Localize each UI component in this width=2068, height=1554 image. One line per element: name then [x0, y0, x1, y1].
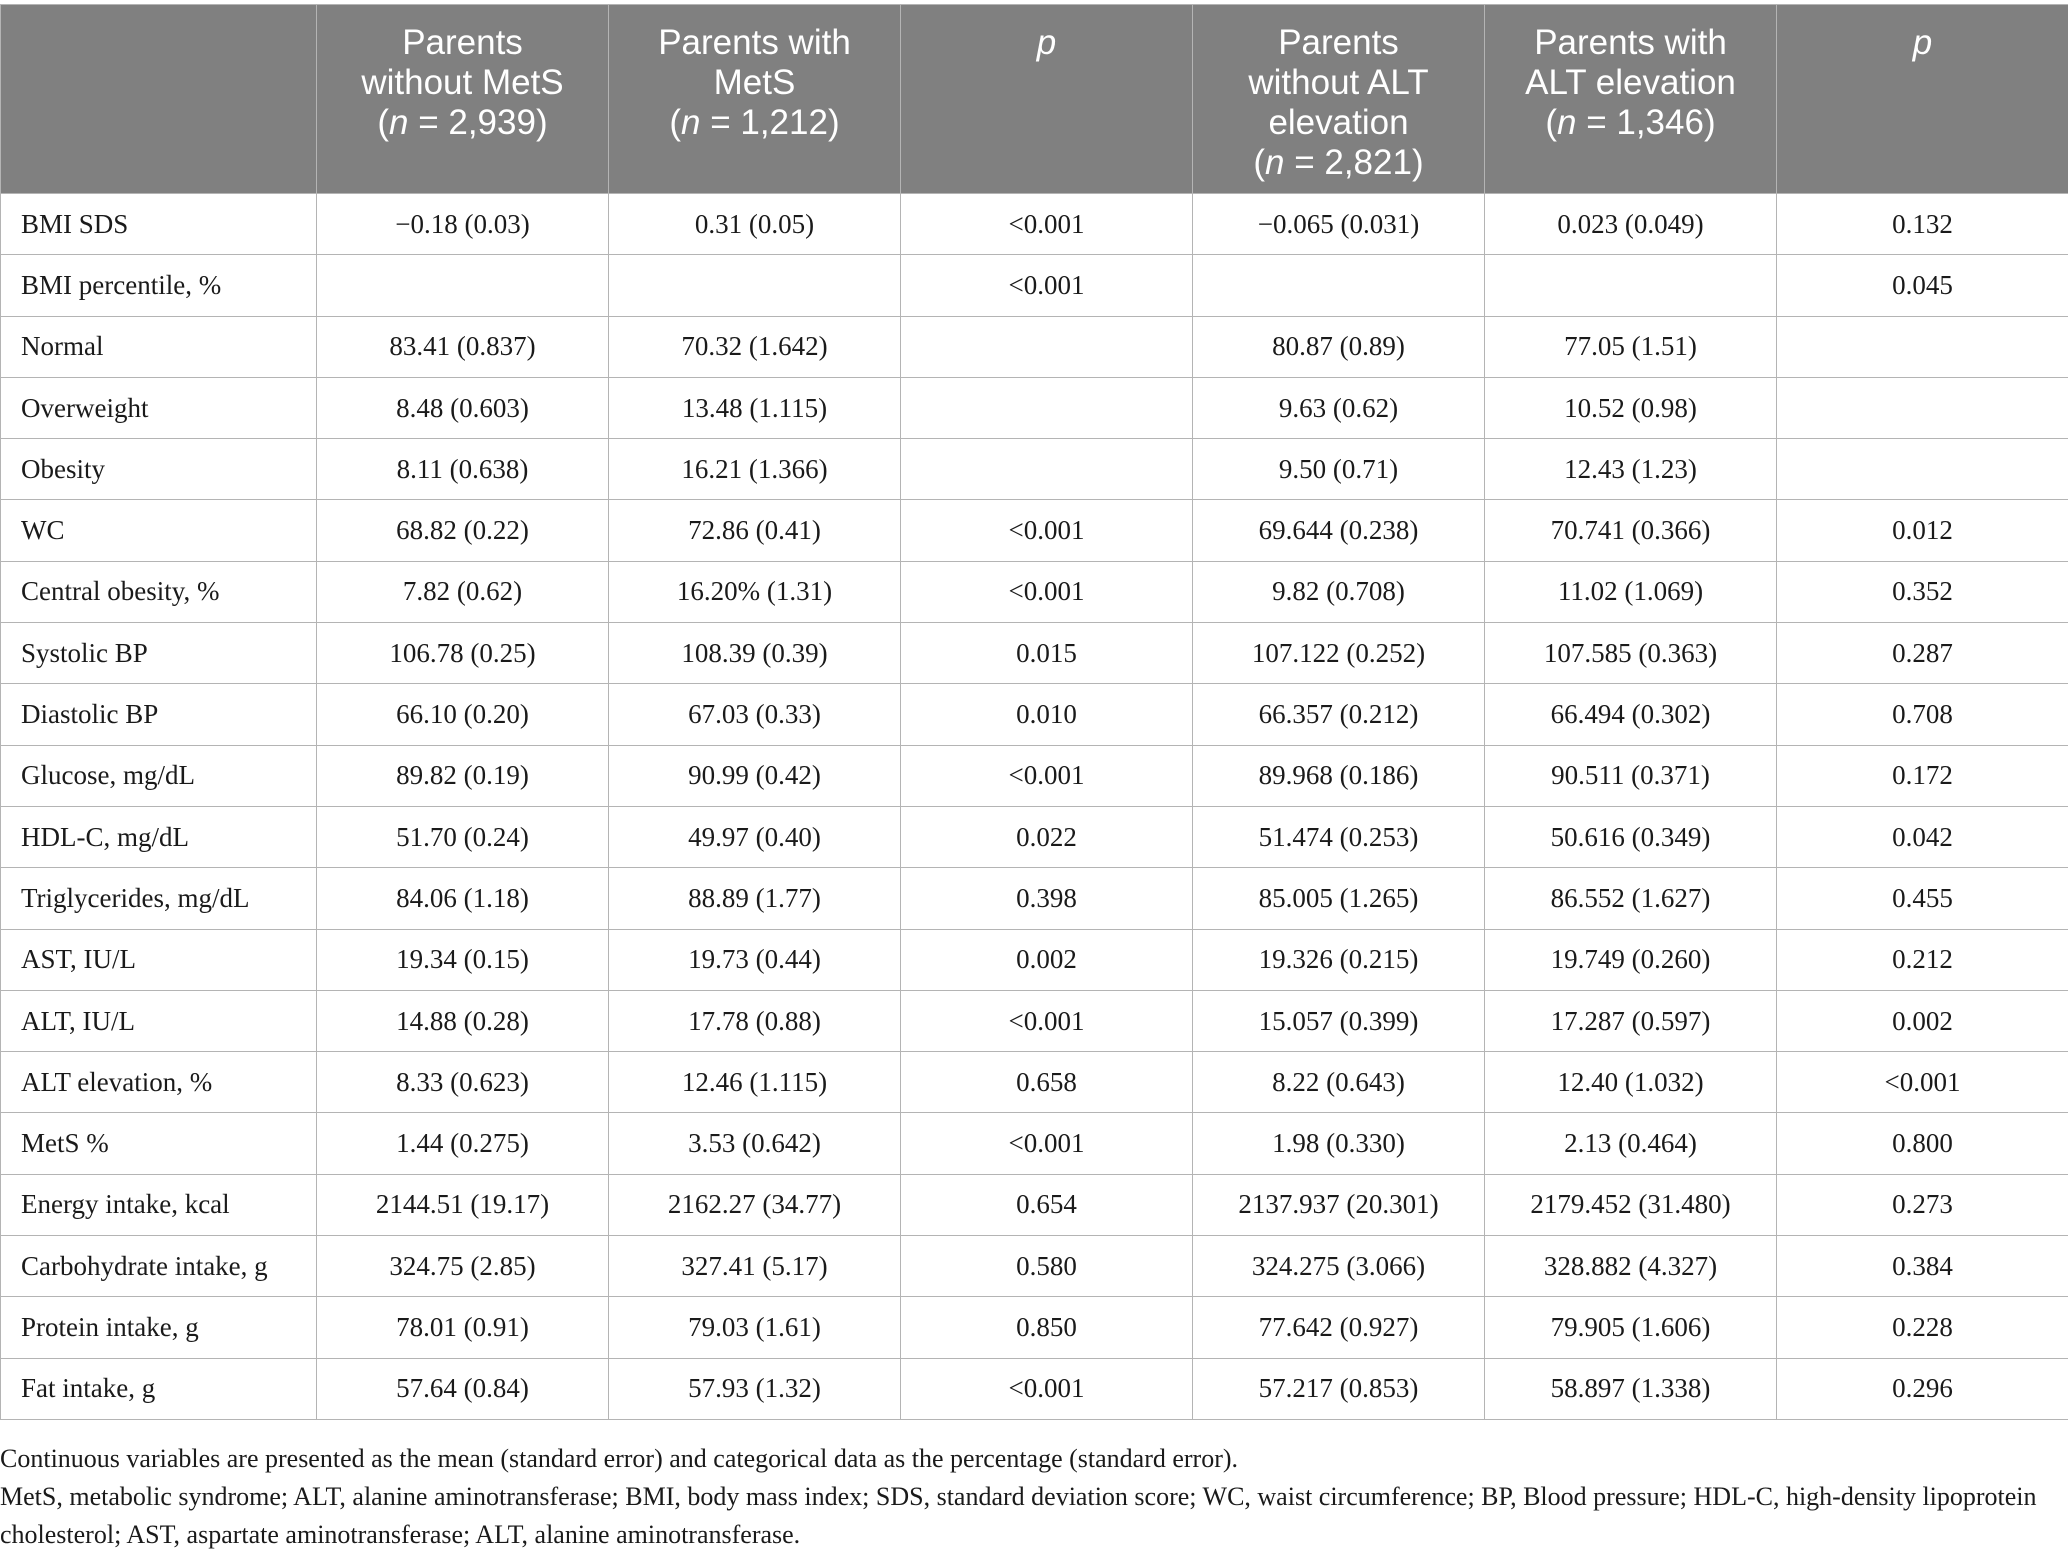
cell-with-mets: 79.03 (1.61) — [609, 1297, 901, 1358]
table-row — [1, 1174, 2068, 1235]
header-line: without MetS — [329, 63, 596, 103]
table-row — [1, 561, 2068, 622]
row-label: Triglycerides, mg/dL — [1, 868, 317, 929]
cell-with-mets: 2162.27 (34.77) — [609, 1174, 901, 1235]
cell-with-alt: 12.40 (1.032) — [1485, 1052, 1777, 1113]
cell-without-mets: 66.10 (0.20) — [317, 684, 609, 745]
table-row — [1, 439, 2068, 500]
cell-without-mets: 84.06 (1.18) — [317, 868, 609, 929]
cell-without-alt: 324.275 (3.066) — [1193, 1236, 1485, 1297]
cell-without-mets: 68.82 (0.22) — [317, 500, 609, 561]
cell-with-alt: 70.741 (0.366) — [1485, 500, 1777, 561]
row-label: Energy intake, kcal — [1, 1174, 317, 1235]
cell-without-mets: 2144.51 (19.17) — [317, 1174, 609, 1235]
row-label: Systolic BP — [1, 623, 317, 684]
cell-with-mets: 12.46 (1.115) — [609, 1052, 901, 1113]
cell-p-alt: 0.296 — [1777, 1358, 2068, 1419]
cell-without-mets: 324.75 (2.85) — [317, 1236, 609, 1297]
cell-p-mets: <0.001 — [901, 990, 1193, 1051]
header-line: elevation — [1205, 103, 1472, 143]
table-row — [1, 316, 2068, 377]
header-n — [1497, 103, 1764, 143]
table-row — [1, 194, 2068, 255]
n-symbol: n — [1557, 103, 1576, 142]
header-line: ALT elevation — [1497, 63, 1764, 103]
cell-p-mets: 0.850 — [901, 1297, 1193, 1358]
row-label: Diastolic BP — [1, 684, 317, 745]
table-row — [1, 255, 2068, 316]
table-row — [1, 990, 2068, 1051]
cell-with-mets: 16.21 (1.366) — [609, 439, 901, 500]
header-n — [329, 103, 596, 143]
cell-p-mets: 0.658 — [901, 1052, 1193, 1113]
cell-without-mets: 89.82 (0.19) — [317, 745, 609, 806]
header-line: Parents — [1205, 23, 1472, 63]
cell-without-alt: 9.82 (0.708) — [1193, 561, 1485, 622]
cell-with-mets: 49.97 (0.40) — [609, 806, 901, 867]
cell-with-mets — [609, 255, 901, 316]
cell-without-mets: 7.82 (0.62) — [317, 561, 609, 622]
cell-without-mets: 83.41 (0.837) — [317, 316, 609, 377]
row-label: Normal — [1, 316, 317, 377]
cell-with-mets: 70.32 (1.642) — [609, 316, 901, 377]
cell-p-alt: 0.384 — [1777, 1236, 2068, 1297]
n-value: = 2,821) — [1284, 143, 1423, 182]
cell-with-alt: 50.616 (0.349) — [1485, 806, 1777, 867]
header-parents-without-alt-elevation — [1193, 5, 1485, 194]
row-label: AST, IU/L — [1, 929, 317, 990]
cell-p-mets: <0.001 — [901, 194, 1193, 255]
cell-p-alt — [1777, 316, 2068, 377]
cell-p-mets: <0.001 — [901, 745, 1193, 806]
row-label: Carbohydrate intake, g — [1, 1236, 317, 1297]
cell-without-alt: 69.644 (0.238) — [1193, 500, 1485, 561]
cell-without-mets: 57.64 (0.84) — [317, 1358, 609, 1419]
cell-with-mets: 16.20% (1.31) — [609, 561, 901, 622]
cell-without-alt: 8.22 (0.643) — [1193, 1052, 1485, 1113]
cell-p-mets: 0.398 — [901, 868, 1193, 929]
cell-with-mets: 0.31 (0.05) — [609, 194, 901, 255]
cell-p-alt: 0.042 — [1777, 806, 2068, 867]
table-body — [1, 194, 2068, 1420]
cell-without-mets: 14.88 (0.28) — [317, 990, 609, 1051]
table-row — [1, 1358, 2068, 1419]
cell-p-mets: 0.015 — [901, 623, 1193, 684]
open-paren: ( — [669, 103, 681, 142]
cell-p-mets: 0.654 — [901, 1174, 1193, 1235]
n-symbol: n — [681, 103, 700, 142]
cell-with-mets: 67.03 (0.33) — [609, 684, 901, 745]
cell-with-mets: 3.53 (0.642) — [609, 1113, 901, 1174]
row-label: BMI SDS — [1, 194, 317, 255]
row-label: BMI percentile, % — [1, 255, 317, 316]
header-line: Parents — [329, 23, 596, 63]
cell-without-alt: 9.50 (0.71) — [1193, 439, 1485, 500]
header-parents-without-mets — [317, 5, 609, 194]
cell-with-alt: 328.882 (4.327) — [1485, 1236, 1777, 1297]
cell-with-alt: 79.905 (1.606) — [1485, 1297, 1777, 1358]
row-label: Glucose, mg/dL — [1, 745, 317, 806]
table-header — [1, 5, 2068, 194]
p-symbol: p — [1789, 23, 2056, 63]
cell-p-mets: <0.001 — [901, 561, 1193, 622]
cell-p-mets: 0.002 — [901, 929, 1193, 990]
cell-without-alt: 19.326 (0.215) — [1193, 929, 1485, 990]
cell-without-alt: 57.217 (0.853) — [1193, 1358, 1485, 1419]
table-row — [1, 1297, 2068, 1358]
table-row — [1, 1113, 2068, 1174]
row-label: Protein intake, g — [1, 1297, 317, 1358]
cell-with-mets: 19.73 (0.44) — [609, 929, 901, 990]
cell-without-alt: 107.122 (0.252) — [1193, 623, 1485, 684]
cell-with-alt: 66.494 (0.302) — [1485, 684, 1777, 745]
cell-with-mets: 108.39 (0.39) — [609, 623, 901, 684]
header-n — [1205, 143, 1472, 183]
cell-p-alt: 0.352 — [1777, 561, 2068, 622]
n-symbol: n — [389, 103, 408, 142]
cell-with-mets: 90.99 (0.42) — [609, 745, 901, 806]
cell-p-alt: 0.045 — [1777, 255, 2068, 316]
table-row — [1, 500, 2068, 561]
table-row — [1, 377, 2068, 438]
n-value: = 1,346) — [1576, 103, 1715, 142]
cell-with-alt: 107.585 (0.363) — [1485, 623, 1777, 684]
cell-without-alt: 80.87 (0.89) — [1193, 316, 1485, 377]
header-p-value-mets — [901, 5, 1193, 194]
cell-p-alt — [1777, 439, 2068, 500]
cell-without-mets: 78.01 (0.91) — [317, 1297, 609, 1358]
header-line: Parents with — [1497, 23, 1764, 63]
cell-p-mets: <0.001 — [901, 500, 1193, 561]
cell-with-mets: 88.89 (1.77) — [609, 868, 901, 929]
table-row — [1, 868, 2068, 929]
table-row — [1, 929, 2068, 990]
header-parents-with-alt-elevation — [1485, 5, 1777, 194]
table-row — [1, 684, 2068, 745]
cell-p-alt: 0.212 — [1777, 929, 2068, 990]
cell-p-mets: <0.001 — [901, 1113, 1193, 1174]
header-empty-cell — [1, 5, 317, 194]
cell-with-alt: 58.897 (1.338) — [1485, 1358, 1777, 1419]
cell-without-alt — [1193, 255, 1485, 316]
header-line: Parents with — [621, 23, 888, 63]
cell-with-alt: 2179.452 (31.480) — [1485, 1174, 1777, 1235]
cell-p-alt: 0.002 — [1777, 990, 2068, 1051]
row-label: ALT, IU/L — [1, 990, 317, 1051]
n-symbol: n — [1265, 143, 1284, 182]
cell-without-alt: 15.057 (0.399) — [1193, 990, 1485, 1051]
cell-with-alt: 77.05 (1.51) — [1485, 316, 1777, 377]
row-label: Obesity — [1, 439, 317, 500]
header-parents-with-mets — [609, 5, 901, 194]
cell-without-mets: 1.44 (0.275) — [317, 1113, 609, 1174]
data-table — [0, 4, 2068, 1420]
cell-without-alt: 85.005 (1.265) — [1193, 868, 1485, 929]
cell-with-alt: 0.023 (0.049) — [1485, 194, 1777, 255]
header-row — [1, 5, 2068, 194]
cell-p-alt: 0.800 — [1777, 1113, 2068, 1174]
table-row — [1, 623, 2068, 684]
table-row — [1, 806, 2068, 867]
cell-with-alt: 11.02 (1.069) — [1485, 561, 1777, 622]
cell-p-alt: 0.287 — [1777, 623, 2068, 684]
cell-with-alt: 12.43 (1.23) — [1485, 439, 1777, 500]
cell-p-alt: 0.228 — [1777, 1297, 2068, 1358]
open-paren: ( — [1253, 143, 1265, 182]
cell-with-alt — [1485, 255, 1777, 316]
cell-with-mets: 13.48 (1.115) — [609, 377, 901, 438]
cell-p-mets — [901, 316, 1193, 377]
table-row — [1, 1052, 2068, 1113]
cell-without-mets: −0.18 (0.03) — [317, 194, 609, 255]
cell-with-mets: 327.41 (5.17) — [609, 1236, 901, 1297]
open-paren: ( — [1545, 103, 1557, 142]
row-label: HDL-C, mg/dL — [1, 806, 317, 867]
cell-without-mets: 51.70 (0.24) — [317, 806, 609, 867]
cell-p-alt: 0.012 — [1777, 500, 2068, 561]
n-value: = 2,939) — [408, 103, 547, 142]
cell-p-mets: <0.001 — [901, 255, 1193, 316]
footnote-summary: Continuous variables are presented as the mean (standard error) and categorical data as the percentage (standard error). — [0, 1440, 2040, 1478]
row-label: ALT elevation, % — [1, 1052, 317, 1113]
header-n — [621, 103, 888, 143]
cell-without-mets: 8.33 (0.623) — [317, 1052, 609, 1113]
cell-with-mets: 17.78 (0.88) — [609, 990, 901, 1051]
row-label: Overweight — [1, 377, 317, 438]
cell-p-mets: <0.001 — [901, 1358, 1193, 1419]
cell-without-mets: 106.78 (0.25) — [317, 623, 609, 684]
cell-with-alt: 19.749 (0.260) — [1485, 929, 1777, 990]
header-p-value-alt — [1777, 5, 2068, 194]
cell-p-alt — [1777, 377, 2068, 438]
table-row — [1, 1236, 2068, 1297]
cell-p-mets: 0.580 — [901, 1236, 1193, 1297]
cell-without-mets: 19.34 (0.15) — [317, 929, 609, 990]
cell-p-mets: 0.010 — [901, 684, 1193, 745]
cell-p-alt: 0.172 — [1777, 745, 2068, 806]
cell-without-alt: 89.968 (0.186) — [1193, 745, 1485, 806]
header-line: MetS — [621, 63, 888, 103]
cell-without-mets — [317, 255, 609, 316]
row-label: Fat intake, g — [1, 1358, 317, 1419]
cell-without-alt: −0.065 (0.031) — [1193, 194, 1485, 255]
data-table-container — [0, 4, 2068, 1420]
cell-without-alt: 1.98 (0.330) — [1193, 1113, 1485, 1174]
cell-without-alt: 9.63 (0.62) — [1193, 377, 1485, 438]
cell-without-alt: 77.642 (0.927) — [1193, 1297, 1485, 1358]
row-label: WC — [1, 500, 317, 561]
cell-without-alt: 51.474 (0.253) — [1193, 806, 1485, 867]
cell-p-alt: 0.273 — [1777, 1174, 2068, 1235]
cell-p-mets — [901, 439, 1193, 500]
cell-p-alt: 0.708 — [1777, 684, 2068, 745]
cell-with-alt: 10.52 (0.98) — [1485, 377, 1777, 438]
footnote-abbreviations: MetS, metabolic syndrome; ALT, alanine aminotransferase; BMI, body mass index; SDS, standard deviation score; WC, waist circumference; BP, Blood pressure; HDL-C, high-density lipoprotein cholesterol; AST, aspartate aminotransferase; ALT, alanine aminotransferase. — [0, 1478, 2040, 1554]
cell-p-alt: 0.455 — [1777, 868, 2068, 929]
p-symbol: p — [913, 23, 1180, 63]
header-line: without ALT — [1205, 63, 1472, 103]
table-row — [1, 745, 2068, 806]
row-label: Central obesity, % — [1, 561, 317, 622]
cell-without-mets: 8.11 (0.638) — [317, 439, 609, 500]
cell-p-alt: 0.132 — [1777, 194, 2068, 255]
cell-with-mets: 57.93 (1.32) — [609, 1358, 901, 1419]
row-label: MetS % — [1, 1113, 317, 1174]
cell-p-mets: 0.022 — [901, 806, 1193, 867]
open-paren: ( — [377, 103, 389, 142]
cell-without-alt: 2137.937 (20.301) — [1193, 1174, 1485, 1235]
cell-with-alt: 2.13 (0.464) — [1485, 1113, 1777, 1174]
cell-with-mets: 72.86 (0.41) — [609, 500, 901, 561]
cell-with-alt: 17.287 (0.597) — [1485, 990, 1777, 1051]
cell-with-alt: 86.552 (1.627) — [1485, 868, 1777, 929]
cell-without-mets: 8.48 (0.603) — [317, 377, 609, 438]
cell-p-alt: <0.001 — [1777, 1052, 2068, 1113]
cell-without-alt: 66.357 (0.212) — [1193, 684, 1485, 745]
cell-p-mets — [901, 377, 1193, 438]
n-value: = 1,212) — [700, 103, 839, 142]
cell-with-alt: 90.511 (0.371) — [1485, 745, 1777, 806]
